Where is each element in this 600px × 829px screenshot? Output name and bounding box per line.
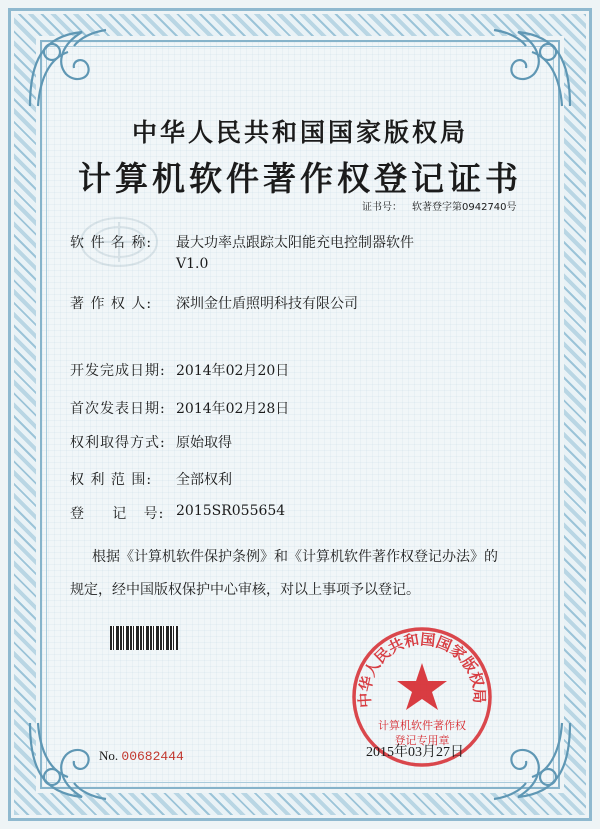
software-version-value: V1.0 [176,256,209,272]
serial-value: 00682444 [121,749,184,764]
field-rights-scope [70,469,232,489]
field-label: 首次发表日期: [70,401,166,417]
cert-number-value: 软著登字第0942740号 [412,202,517,213]
field-value: 2015SR055654 [176,503,286,519]
field-acquisition-method [70,432,232,452]
issue-date: 2015年03月27日 [366,745,464,760]
software-name-value: 最大功率点跟踪太阳能充电控制器软件 [176,235,414,251]
statement-line2: 规定，经中国版权保护中心审核，对以上事项予以登记。 [70,582,420,598]
barcode-icon [110,626,178,650]
corner-ornament-icon [486,715,578,807]
serial-number [99,748,184,764]
field-value: 2014年02月20日 [176,363,290,379]
field-value: 原始取得 [176,435,232,451]
seal-outer-text: 中华人民共和国国家版权局 [355,630,489,709]
field-value: 2014年02月28日 [176,401,290,417]
seal-inner-line1: 计算机软件著作权 [378,719,466,732]
field-label: 开发完成日期: [70,363,166,379]
issuer-title: 中华人民共和国国家版权局 [131,118,468,147]
certificate-number [362,198,527,213]
field-value: 全部权利 [176,472,232,488]
field-label: 著 作 权 人: [70,296,153,312]
corner-ornament-icon [22,22,114,114]
field-label: 登 记 号: [70,506,165,522]
statement [70,541,536,607]
field-label: 软 件 名 称: [70,235,153,251]
field-copyright-owner [70,293,358,313]
field-publication-date [70,398,289,418]
corner-ornament-icon [486,22,578,114]
field-development-date [70,360,289,380]
serial-label: No. [99,748,119,763]
certificate-title: 计算机软件著作权登记证书 [78,159,522,198]
statement-line1: 根据《计算机软件保护条例》和《计算机软件著作权登记办法》的 [92,549,498,565]
field-label: 权 利 范 围: [70,472,153,488]
field-value [176,232,414,272]
field-label: 权利取得方式: [70,435,166,451]
field-value: 深圳金仕盾照明科技有限公司 [176,296,358,312]
field-software-name [70,232,414,272]
cert-number-label: 证书号： [362,202,402,213]
seal-inner-line2: 登记专用章 [394,734,450,747]
field-registration-number [70,503,285,523]
